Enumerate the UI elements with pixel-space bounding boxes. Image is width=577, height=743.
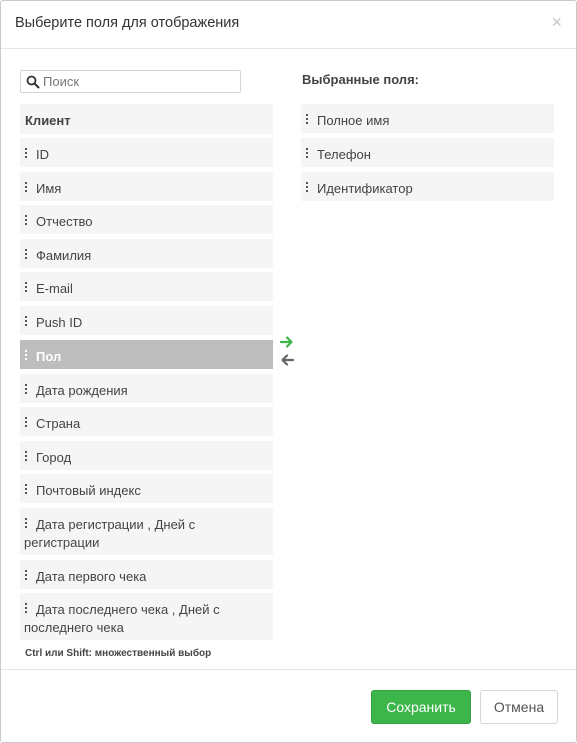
list-item[interactable] [20, 508, 273, 555]
list-item[interactable] [20, 239, 273, 268]
dialog-footer [1, 669, 576, 743]
save-button[interactable]: Сохранить [371, 690, 471, 724]
selected-fields-title: Выбранные поля: [302, 72, 419, 87]
list-item-label: Дата регистрации , Дней с регистрации [24, 517, 196, 550]
search-input[interactable] [43, 72, 238, 91]
drag-handle-icon[interactable] [25, 282, 29, 292]
available-fields-list[interactable] [20, 104, 274, 635]
search-icon [26, 75, 40, 89]
drag-handle-icon[interactable] [25, 249, 29, 259]
cancel-button[interactable]: Отмена [480, 690, 558, 724]
group-label: Клиент [25, 113, 71, 128]
selected-list-item[interactable] [301, 138, 554, 167]
list-item-label: Имя [36, 181, 62, 196]
drag-handle-icon[interactable] [25, 182, 29, 192]
arrow-left-icon[interactable] [280, 353, 294, 367]
list-item[interactable] [20, 593, 273, 640]
list-item-label: Телефон [317, 147, 371, 162]
list-item[interactable] [20, 272, 273, 301]
list-item-label: Страна [36, 416, 81, 431]
multi-select-hint: Ctrl или Shift: множественный выбор [25, 648, 212, 659]
list-item-selected[interactable] [20, 340, 273, 369]
list-item[interactable] [20, 306, 273, 335]
drag-handle-icon[interactable] [25, 215, 29, 225]
list-item-label: E-mail [36, 281, 73, 296]
list-item-label: Дата рождения [36, 383, 128, 398]
list-item[interactable] [20, 374, 273, 403]
list-item[interactable] [20, 474, 273, 503]
list-item-label: Пол [36, 349, 62, 364]
drag-handle-icon[interactable] [306, 182, 310, 192]
drag-handle-icon[interactable] [25, 350, 29, 360]
dialog-header [1, 1, 576, 49]
drag-handle-icon[interactable] [25, 484, 29, 494]
drag-handle-icon[interactable] [25, 417, 29, 427]
group-header-client [20, 104, 273, 134]
list-item-label: Идентификатор [317, 181, 413, 196]
close-icon[interactable]: × [551, 12, 562, 32]
drag-handle-icon[interactable] [25, 148, 29, 158]
list-item[interactable] [20, 560, 273, 589]
list-item-label: Почтовый индекс [36, 483, 141, 498]
list-item-label: ID [36, 147, 49, 162]
drag-handle-icon[interactable] [25, 316, 29, 326]
drag-handle-icon[interactable] [25, 384, 29, 394]
list-item-label: Полное имя [317, 113, 390, 128]
list-item-label: Фамилия [36, 248, 92, 263]
selected-list-item[interactable] [301, 172, 554, 201]
list-item[interactable] [20, 205, 273, 234]
drag-handle-icon[interactable] [306, 114, 310, 124]
dialog-title: Выберите поля для отображения [15, 15, 240, 31]
list-item[interactable] [20, 172, 273, 201]
search-box[interactable] [20, 70, 241, 93]
drag-handle-icon[interactable] [25, 570, 29, 580]
list-item-label: Push ID [36, 315, 83, 330]
drag-handle-icon[interactable] [306, 148, 310, 158]
list-item[interactable] [20, 138, 273, 167]
list-item-label: Отчество [36, 214, 93, 229]
list-item-label: Дата последнего чека , Дней с последнего чека [24, 602, 220, 635]
list-item[interactable] [20, 407, 273, 436]
list-item-label: Дата первого чека [36, 569, 147, 584]
list-item[interactable] [20, 441, 273, 470]
selected-list-item[interactable] [301, 104, 554, 133]
arrow-right-icon[interactable] [280, 335, 294, 349]
list-item-label: Город [36, 450, 72, 465]
drag-handle-icon[interactable] [25, 451, 29, 461]
